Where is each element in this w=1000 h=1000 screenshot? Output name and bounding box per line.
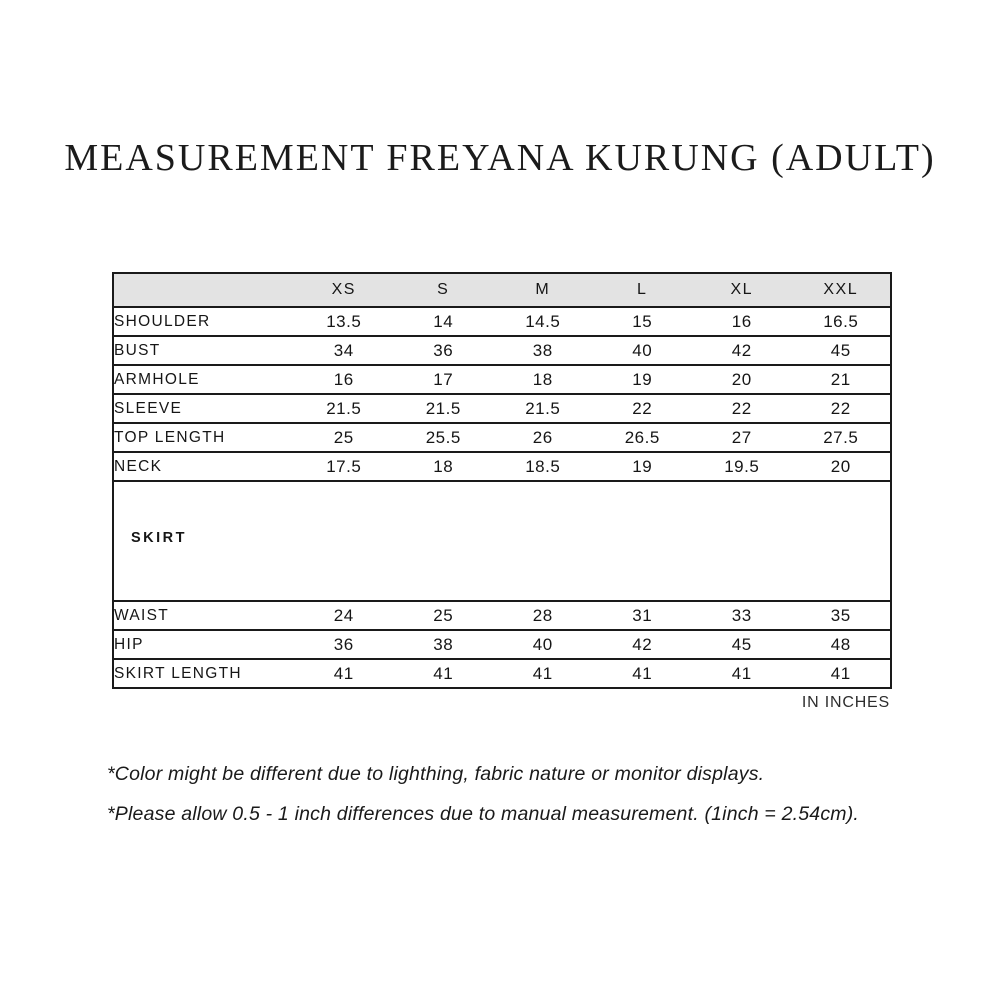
size-value-cell: 19.5: [692, 452, 792, 481]
size-value-cell: 17.5: [294, 452, 394, 481]
size-value-cell: 16: [692, 307, 792, 336]
size-value-cell: 19: [593, 452, 693, 481]
table-row-sleeve: [113, 394, 891, 423]
table-row-shoulder: [113, 307, 891, 336]
footnote-color: *Color might be different due to lighthing, fabric nature or monitor displays.: [107, 763, 765, 785]
row-label: SLEEVE: [113, 394, 294, 423]
size-value-cell: 20: [792, 452, 892, 481]
table-row-bust: [113, 336, 891, 365]
size-value-cell: 14.5: [493, 307, 593, 336]
footnote-measurement: *Please allow 0.5 - 1 inch differences due to manual measurement. (1inch = 2.54cm).: [107, 803, 860, 825]
footnotes: [107, 762, 967, 826]
skirt-section-row: [113, 481, 891, 601]
size-value-cell: 22: [593, 394, 693, 423]
size-value-cell: 36: [294, 630, 394, 659]
size-value-cell: 25: [294, 423, 394, 452]
size-value-cell: 18: [493, 365, 593, 394]
size-value-cell: 36: [394, 336, 494, 365]
size-value-cell: 45: [792, 336, 892, 365]
size-column-header-xxl: XXL: [792, 273, 892, 307]
size-column-header-xl: XL: [692, 273, 792, 307]
size-value-cell: 40: [593, 336, 693, 365]
size-value-cell: 25: [394, 601, 494, 630]
size-value-cell: 33: [692, 601, 792, 630]
size-value-cell: 13.5: [294, 307, 394, 336]
size-value-cell: 21.5: [294, 394, 394, 423]
size-value-cell: 25.5: [394, 423, 494, 452]
row-label: BUST: [113, 336, 294, 365]
size-value-cell: 22: [692, 394, 792, 423]
row-label: NECK: [113, 452, 294, 481]
corner-cell: [113, 273, 294, 307]
size-header-row: [113, 273, 891, 307]
size-value-cell: 41: [394, 659, 494, 688]
size-column-header-s: S: [394, 273, 494, 307]
size-value-cell: 38: [493, 336, 593, 365]
row-label: SKIRT LENGTH: [113, 659, 294, 688]
table-row-waist: [113, 601, 891, 630]
table-row-top-length: [113, 423, 891, 452]
size-value-cell: 18: [394, 452, 494, 481]
size-value-cell: 17: [394, 365, 494, 394]
table-row-armhole: [113, 365, 891, 394]
size-value-cell: 48: [792, 630, 892, 659]
size-value-cell: 24: [294, 601, 394, 630]
page-title: MEASUREMENT FREYANA KURUNG (ADULT): [64, 137, 936, 179]
size-value-cell: 40: [493, 630, 593, 659]
size-value-cell: 16.5: [792, 307, 892, 336]
size-value-cell: 38: [394, 630, 494, 659]
size-value-cell: 41: [692, 659, 792, 688]
size-value-cell: 42: [593, 630, 693, 659]
size-value-cell: 19: [593, 365, 693, 394]
size-value-cell: 41: [593, 659, 693, 688]
table-row-neck: [113, 452, 891, 481]
size-value-cell: 34: [294, 336, 394, 365]
row-label: WAIST: [113, 601, 294, 630]
size-value-cell: 26.5: [593, 423, 693, 452]
size-value-cell: 28: [493, 601, 593, 630]
row-label: ARMHOLE: [113, 365, 294, 394]
size-column-header-xs: XS: [294, 273, 394, 307]
size-value-cell: 16: [294, 365, 394, 394]
row-label: SHOULDER: [113, 307, 294, 336]
unit-note: IN INCHES: [801, 694, 890, 711]
size-value-cell: 22: [792, 394, 892, 423]
table-row-skirt-length: [113, 659, 891, 688]
size-value-cell: 27.5: [792, 423, 892, 452]
size-column-header-m: M: [493, 273, 593, 307]
size-value-cell: 21.5: [493, 394, 593, 423]
size-value-cell: 21: [792, 365, 892, 394]
table-row-hip: [113, 630, 891, 659]
row-label: TOP LENGTH: [113, 423, 294, 452]
size-value-cell: 21.5: [394, 394, 494, 423]
size-value-cell: 45: [692, 630, 792, 659]
size-value-cell: 18.5: [493, 452, 593, 481]
size-table: [112, 272, 892, 689]
size-value-cell: 41: [493, 659, 593, 688]
size-value-cell: 41: [294, 659, 394, 688]
size-column-header-l: L: [593, 273, 693, 307]
size-value-cell: 20: [692, 365, 792, 394]
skirt-section-label: SKIRT: [113, 481, 891, 601]
size-value-cell: 42: [692, 336, 792, 365]
size-value-cell: 35: [792, 601, 892, 630]
size-value-cell: 41: [792, 659, 892, 688]
size-value-cell: 31: [593, 601, 693, 630]
size-value-cell: 15: [593, 307, 693, 336]
row-label: HIP: [113, 630, 294, 659]
size-value-cell: 27: [692, 423, 792, 452]
size-value-cell: 14: [394, 307, 494, 336]
size-value-cell: 26: [493, 423, 593, 452]
